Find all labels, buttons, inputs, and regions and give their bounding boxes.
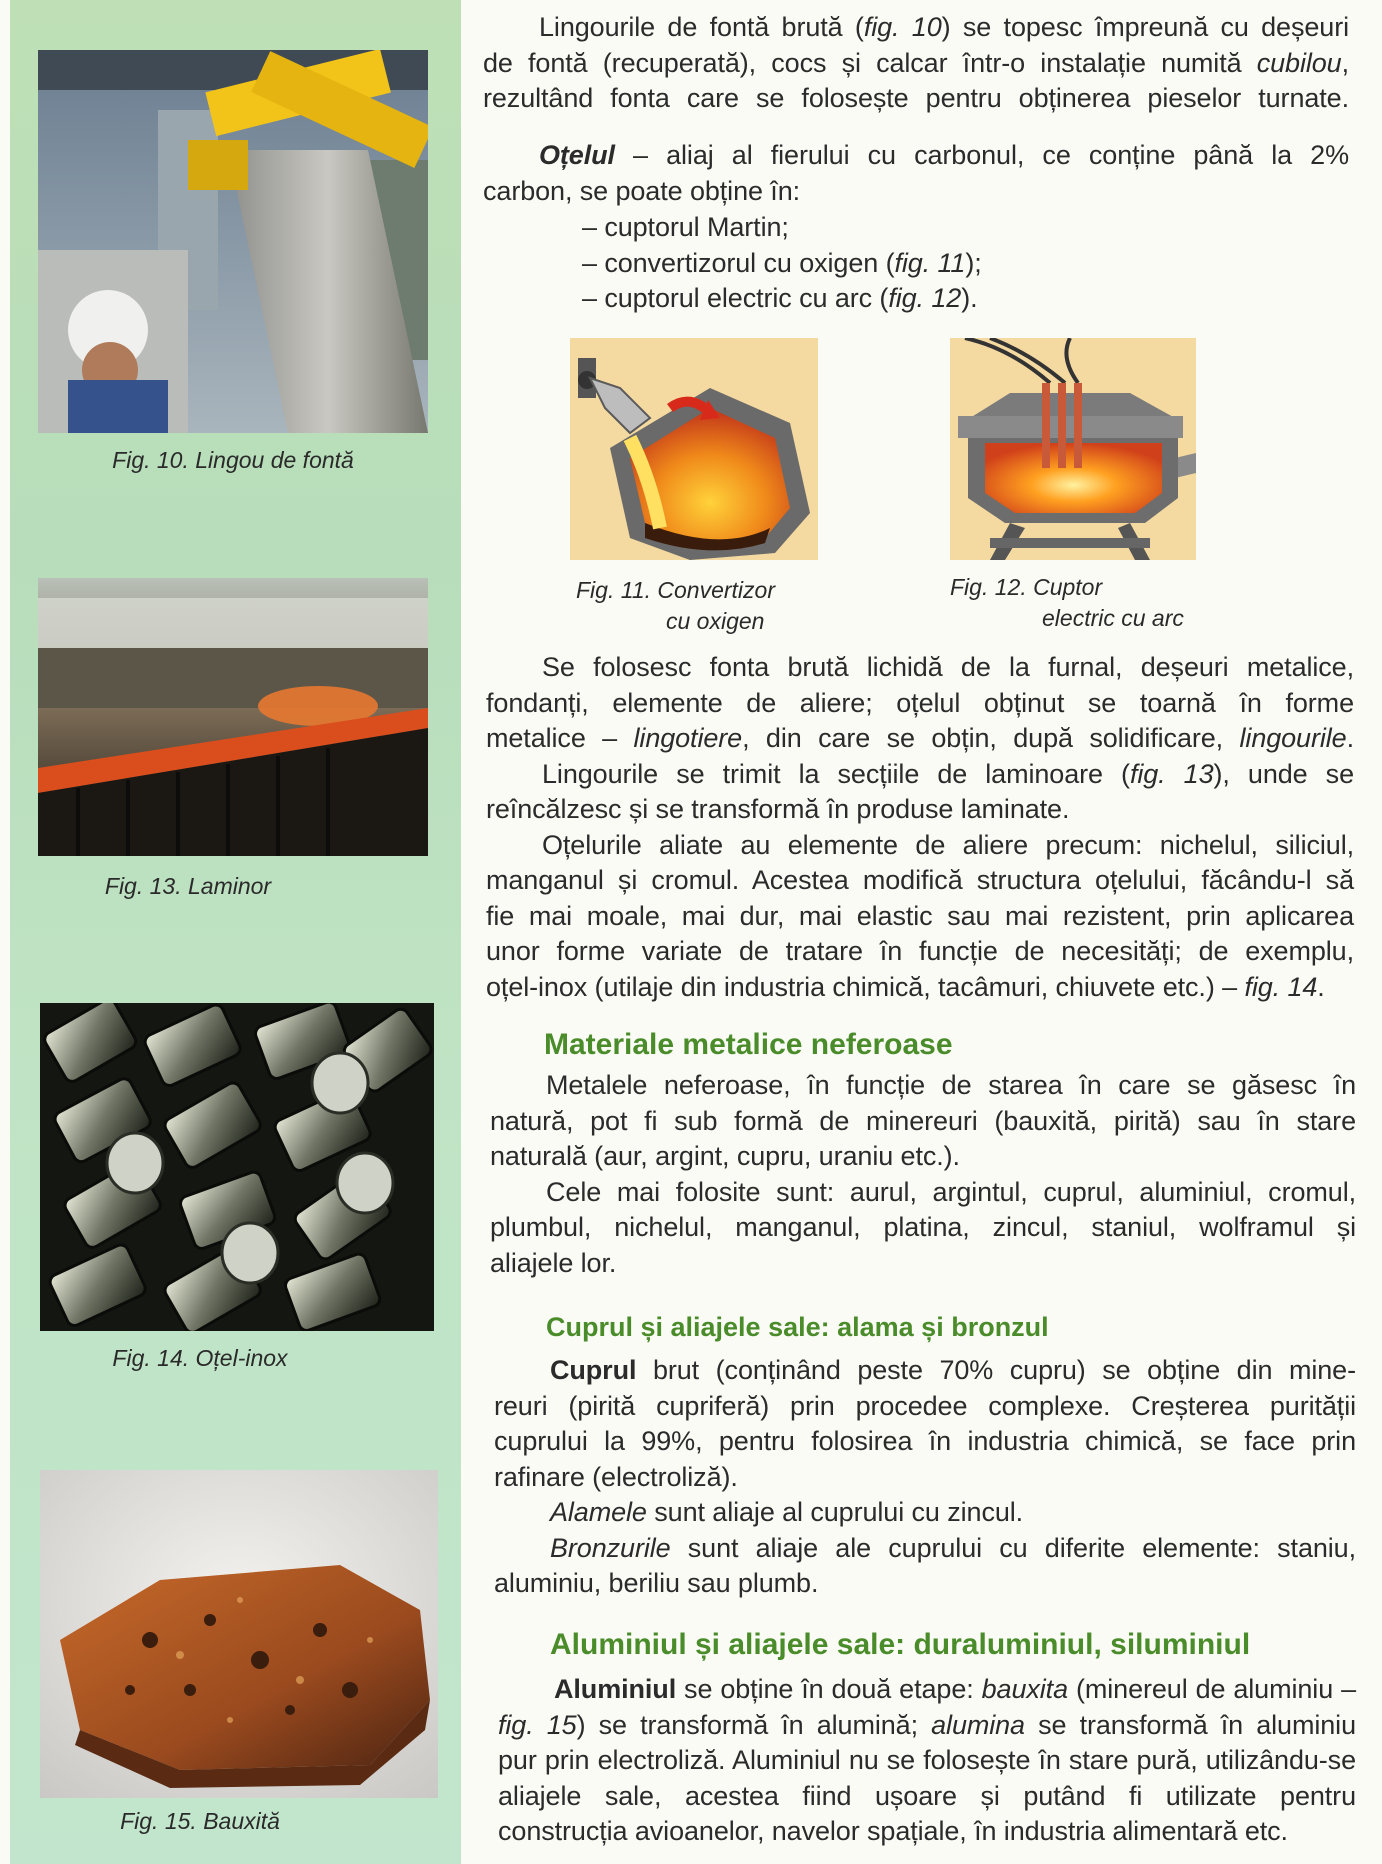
fig15-bauxite-photo (40, 1470, 438, 1798)
copper-line: Bronzurile sunt aliaje ale cuprului cu diferite elemente: staniu, (550, 1532, 1356, 1563)
steel-line-4: Lingourile se trimit la secțiile de laminoare (fig. 13), unde se (542, 758, 1354, 789)
intro-line-3: rezultând fonta care se folosește pentru obținerea pieselor turnate. (483, 83, 1349, 113)
fig11-caption-line-1: Fig. 11. Convertizor (576, 577, 775, 603)
nonferrous-line: natură, pot fi sub formă de minereuri (bauxită, pirită) sau în stare (490, 1105, 1356, 1136)
nonferrous-line: aliajele lor. (490, 1247, 617, 1278)
steel-line-9: unor forme variate de tratare în funcție de necesități; de exemplu, (486, 936, 1354, 966)
nonferrous-paragraph (490, 1068, 1356, 1281)
aluminum-line: pur prin electroliză. Aluminiul nu se folosește în stare pură, utilizându-se (498, 1745, 1356, 1775)
fig10-ingot-photo (38, 50, 428, 433)
otel-paragraph (483, 138, 1349, 209)
copper-line: cuprului la 99%, pentru folosirea în industria chimică, se face prin (494, 1426, 1356, 1456)
otel-list-item: – cuptorul electric cu arc (fig. 12). (582, 283, 978, 313)
fig15-caption: Fig. 15. Bauxită (120, 1808, 280, 1834)
steel-line-3: metalice – lingotiere, din care se obțin, după solidificare, lingourile. (486, 723, 1354, 753)
nonferrous-line: naturală (aur, argint, cupru, uraniu etc.). (490, 1141, 960, 1171)
copper-line: reuri (pirită cupriferă) prin procedee complexe. Creșterea purității (494, 1390, 1356, 1421)
intro-line-2: de fontă (recuperată), cocs și calcar într-o instalație numită cubilou, (483, 47, 1349, 78)
steel-line-5: reîncălzesc și se transformă în produse laminate. (486, 794, 1070, 824)
nonferrous-line: Cele mai folosite sunt: aurul, argintul, cuprul, aluminiul, cromul, (546, 1176, 1356, 1207)
nonferrous-line: plumbul, nichelul, manganul, platina, zincul, staniul, wolframul și (490, 1212, 1356, 1242)
copper-heading: Cuprul și aliajele sale: alama și bronzul (546, 1312, 1049, 1342)
intro-paragraph (483, 10, 1349, 117)
fig12-caption-line-1: Fig. 12. Cuptor (950, 574, 1103, 600)
otel-list (582, 210, 1082, 317)
fig13-rolling-mill-photo (38, 578, 428, 856)
steel-line-2: fondanți, elemente de aliere; oțelul obținut se toarnă în forme (486, 687, 1354, 718)
copper-line: rafinare (electroliză). (494, 1461, 738, 1492)
fig13-caption: Fig. 13. Laminor (104, 873, 272, 899)
otel-list-item: – convertizorul cu oxigen (fig. 11); (582, 247, 982, 278)
aluminum-line: construcția avioanelor, navelor spațiale, în industria alimentară etc. (498, 1816, 1288, 1846)
copper-paragraph (494, 1353, 1356, 1602)
otel-line-1: Oțelul – aliaj al fierului cu carbonul, ce conține până la 2% (539, 140, 1349, 170)
copper-line: Cuprul brut (conținând peste 70% cupru) se obține din mine- (550, 1355, 1356, 1385)
fig10-caption: Fig. 10. Lingou de fontă (112, 447, 354, 473)
fig12-caption (950, 572, 1210, 634)
fig14-stainless-steel-photo (40, 1003, 434, 1331)
aluminum-heading: Aluminiul și aliajele sale: duraluminiul, siluminiul (550, 1628, 1251, 1661)
fig12-electric-arc-furnace-illustration (950, 338, 1196, 560)
fig14-caption: Fig. 14. Oțel-inox (112, 1345, 288, 1371)
aluminum-paragraph (498, 1672, 1356, 1850)
nonferrous-line: Metalele neferoase, în funcție de starea în care se găsesc în (546, 1070, 1356, 1100)
steel-line-6: Oțelurile aliate au elemente de aliere precum: nichelul, siliciul, (542, 829, 1354, 860)
aluminum-line: fig. 15) se transformă în alumină; alumina se transformă în aluminiu (498, 1709, 1356, 1740)
intro-line-1: Lingourile de fontă brută (fig. 10) se topesc împreună cu deșeuri (539, 12, 1349, 42)
steel-line-10: oțel-inox (utilaje din industria chimică, tacâmuri, chiuvete etc.) – fig. 14. (486, 971, 1325, 1002)
fig12-caption-line-2: electric cu arc (1042, 605, 1184, 631)
copper-line: Alamele sunt aliaje al cuprului cu zincul. (550, 1497, 1024, 1527)
steel-line-1: Se folosesc fonta brută lichidă de la furnal, deșeuri metalice, (542, 652, 1354, 682)
steel-paragraph (486, 650, 1354, 1005)
otel-line-2: carbon, se poate obține în: (483, 175, 801, 206)
steel-line-8: fie mai moale, mai dur, mai elastic sau mai rezistent, prin aplicarea (486, 900, 1354, 931)
fig11-caption-line-2: cu oxigen (666, 608, 765, 634)
aluminum-line: aliajele sale, acestea fiind ușoare și putând fi utilizate pentru (498, 1780, 1356, 1811)
fig11-oxygen-converter-illustration (570, 338, 818, 560)
fig11-caption (576, 575, 816, 637)
otel-list-item: – cuptorul Martin; (582, 212, 789, 242)
copper-line: aluminiu, beriliu sau plumb. (494, 1568, 819, 1598)
steel-line-7: manganul și cromul. Acestea modifică structura oțelului, făcându-l să (486, 865, 1354, 895)
nonferrous-heading: Materiale metalice neferoase (544, 1028, 953, 1061)
aluminum-line: Aluminiul se obține în două etape: bauxita (minereul de aluminiu – (554, 1674, 1356, 1704)
